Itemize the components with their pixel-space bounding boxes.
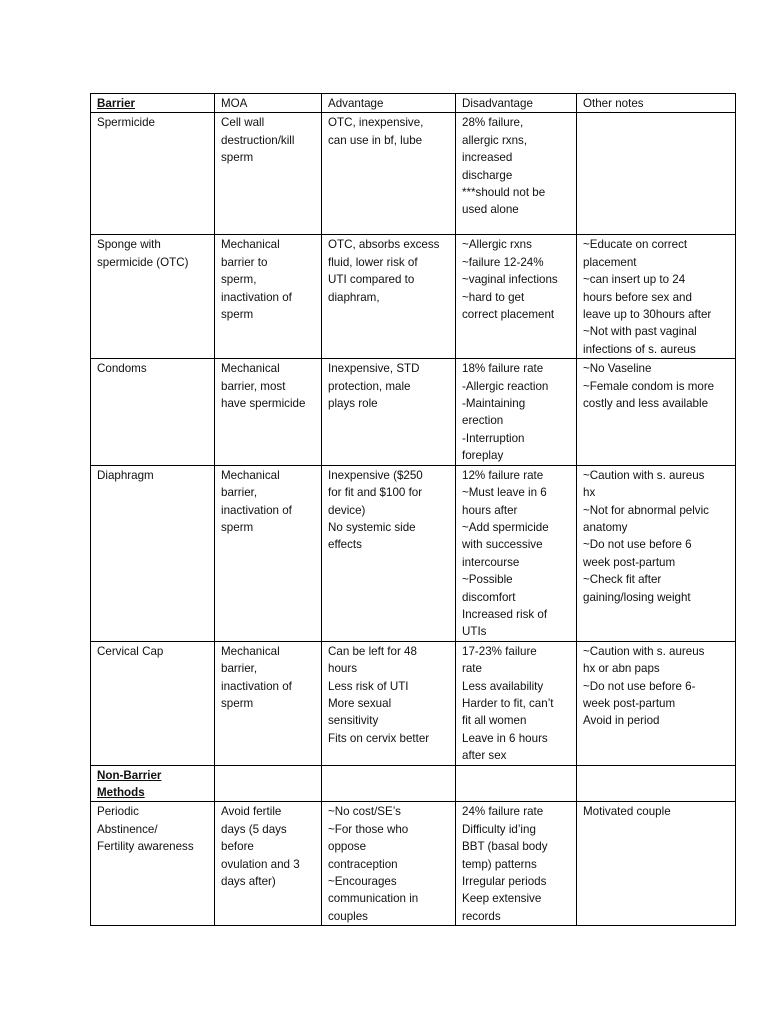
- cell-line: ~Add spermicide: [462, 520, 549, 534]
- cell-line: costly and less available: [583, 397, 709, 411]
- empty-cell: [215, 765, 322, 802]
- cell-line: Cervical Cap: [97, 644, 164, 658]
- cell-line: placement: [583, 255, 637, 269]
- cell-line: Keep extensive: [462, 892, 542, 906]
- cell-line: Abstinence/: [97, 822, 158, 836]
- cell-line: days after): [221, 875, 276, 889]
- cell-line: allergic rxns,: [462, 133, 528, 147]
- cell-line: ~No Vaseline: [583, 362, 652, 376]
- disadvantage-cell: [456, 802, 577, 926]
- cell-line: Spermicide: [97, 116, 155, 130]
- cell-line: ~Caution with s. aureus: [583, 644, 705, 658]
- cell-line: increased: [462, 151, 513, 165]
- cell-line: -Allergic reaction: [462, 379, 549, 393]
- table-row: [91, 235, 736, 359]
- header-barrier: Barrier: [91, 94, 215, 113]
- header-disadvantage: Disadvantage: [456, 94, 577, 113]
- cell-line: days (5 days: [221, 822, 287, 836]
- cell-line: Inexpensive ($250: [328, 468, 423, 482]
- cell-line: ~Encourages: [328, 875, 397, 889]
- cell-line: Cell wall: [221, 116, 265, 130]
- cell-line: week post-partum: [583, 555, 676, 569]
- cell-line: barrier to: [221, 255, 268, 269]
- cell-line: hx: [583, 486, 596, 500]
- notes-cell: [577, 113, 736, 235]
- cell-line: ~vaginal infections: [462, 273, 558, 287]
- cell-line: week post-partum: [583, 696, 676, 710]
- cell-line: hours: [328, 662, 358, 676]
- table-row: [91, 465, 736, 641]
- cell-line: ~Must leave in 6: [462, 486, 547, 500]
- cell-line: effects: [328, 538, 362, 552]
- cell-line: fit all women: [462, 714, 527, 728]
- cell-line: ~Do not use before 6: [583, 538, 692, 552]
- cell-line: ~Caution with s. aureus: [583, 468, 705, 482]
- advantage-cell: [322, 802, 456, 926]
- cell-line: have spermicide: [221, 397, 306, 411]
- advantage-cell: [322, 465, 456, 641]
- header-other-notes: Other notes: [577, 94, 736, 113]
- section-label: [91, 765, 215, 802]
- section-label-line: Non-Barrier: [97, 768, 162, 782]
- empty-cell: [577, 765, 736, 802]
- moa-cell: [215, 641, 322, 765]
- cell-line: Mechanical: [221, 468, 280, 482]
- cell-line: sperm: [221, 151, 254, 165]
- cell-line: device): [328, 503, 366, 517]
- cell-line: Leave in 6 hours: [462, 731, 548, 745]
- cell-line: temp) patterns: [462, 857, 537, 871]
- section-row: [91, 765, 736, 802]
- cell-line: barrier,: [221, 486, 258, 500]
- cell-line: Fertility awareness: [97, 840, 194, 854]
- cell-line: after sex: [462, 749, 507, 763]
- moa-cell: [215, 359, 322, 465]
- moa-cell: [215, 465, 322, 641]
- cell-line: Fits on cervix better: [328, 731, 430, 745]
- cell-line: No systemic side: [328, 520, 416, 534]
- cell-line: ~Possible: [462, 573, 513, 587]
- cell-line: for fit and $100 for: [328, 486, 423, 500]
- cell-line: Harder to fit, can’t: [462, 696, 554, 710]
- cell-line: used alone: [462, 203, 519, 217]
- cell-line: Increased risk of: [462, 607, 548, 621]
- method-cell: [91, 465, 215, 641]
- cell-line: ~Not for abnormal pelvic: [583, 503, 709, 517]
- cell-line: -Maintaining: [462, 397, 526, 411]
- notes-cell: [577, 802, 736, 926]
- cell-line: infections of s. aureus: [583, 342, 696, 356]
- cell-line: inactivation of: [221, 290, 292, 304]
- cell-line: Avoid fertile: [221, 805, 282, 819]
- cell-line: ~failure 12-24%: [462, 255, 544, 269]
- advantage-cell: [322, 235, 456, 359]
- cell-line: 12% failure rate: [462, 468, 544, 482]
- cell-line: sperm: [221, 696, 254, 710]
- empty-cell: [456, 765, 577, 802]
- cell-line: spermicide (OTC): [97, 255, 189, 269]
- disadvantage-cell: [456, 359, 577, 465]
- cell-line: ~Female condom is more: [583, 379, 715, 393]
- cell-line: 24% failure rate: [462, 805, 544, 819]
- header-advantage: Advantage: [322, 94, 456, 113]
- cell-line: barrier, most: [221, 379, 286, 393]
- notes-cell: [577, 641, 736, 765]
- cell-line: OTC, inexpensive,: [328, 116, 424, 130]
- notes-cell: [577, 359, 736, 465]
- cell-line: BBT (basal body: [462, 840, 548, 854]
- cell-line: sperm: [221, 520, 254, 534]
- cell-line: anatomy: [583, 520, 628, 534]
- cell-line: discharge: [462, 168, 513, 182]
- cell-line: ~Do not use before 6-: [583, 679, 696, 693]
- cell-line: ~Check fit after: [583, 573, 662, 587]
- cell-line: contraception: [328, 857, 398, 871]
- cell-line: communication in: [328, 892, 419, 906]
- method-cell: [91, 113, 215, 235]
- contraception-table: [90, 93, 736, 926]
- cell-line: barrier,: [221, 662, 258, 676]
- cell-line: inactivation of: [221, 679, 292, 693]
- cell-line: UTI compared to: [328, 273, 415, 287]
- cell-line: -Interruption: [462, 431, 525, 445]
- cell-line: ***should not be: [462, 186, 546, 200]
- notes-cell: [577, 465, 736, 641]
- cell-line: ~Educate on correct: [583, 238, 688, 252]
- cell-line: Avoid in period: [583, 714, 660, 728]
- table-row: [91, 641, 736, 765]
- cell-line: hours after: [462, 503, 518, 517]
- moa-cell: [215, 802, 322, 926]
- cell-line: couples: [328, 909, 368, 923]
- cell-line: with successive: [462, 538, 543, 552]
- cell-line: Condoms: [97, 362, 147, 376]
- cell-line: ~Allergic rxns: [462, 238, 532, 252]
- cell-line: can use in bf, lube: [328, 133, 423, 147]
- method-cell: [91, 235, 215, 359]
- cell-line: hx or abn paps: [583, 662, 660, 676]
- cell-line: sperm,: [221, 273, 257, 287]
- disadvantage-cell: [456, 641, 577, 765]
- cell-line: destruction/kill: [221, 133, 295, 147]
- cell-line: ~For those who: [328, 822, 409, 836]
- cell-line: Can be left for 48: [328, 644, 417, 658]
- table-row: [91, 113, 736, 235]
- cell-line: gaining/losing weight: [583, 590, 691, 604]
- table-row: [91, 802, 736, 926]
- notes-cell: [577, 235, 736, 359]
- cell-line: Motivated couple: [583, 805, 671, 819]
- cell-line: protection, male: [328, 379, 411, 393]
- cell-line: 17-23% failure: [462, 644, 537, 658]
- cell-line: Mechanical: [221, 362, 280, 376]
- advantage-cell: [322, 359, 456, 465]
- cell-line: Diaphragm: [97, 468, 154, 482]
- cell-line: Difficulty id’ing: [462, 822, 536, 836]
- cell-line: foreplay: [462, 449, 504, 463]
- cell-line: More sexual: [328, 696, 392, 710]
- cell-line: Mechanical: [221, 238, 280, 252]
- cell-line: Mechanical: [221, 644, 280, 658]
- header-row: [91, 94, 736, 113]
- cell-line: 18% failure rate: [462, 362, 544, 376]
- cell-line: UTIs: [462, 625, 487, 639]
- cell-line: before: [221, 840, 254, 854]
- table-row: [91, 359, 736, 465]
- moa-cell: [215, 235, 322, 359]
- cell-line: oppose: [328, 840, 367, 854]
- moa-cell: [215, 113, 322, 235]
- cell-line: correct placement: [462, 308, 555, 322]
- cell-line: ~No cost/SE’s: [328, 805, 401, 819]
- cell-line: hours before sex and: [583, 290, 692, 304]
- advantage-cell: [322, 641, 456, 765]
- cell-line: Sponge with: [97, 238, 161, 252]
- advantage-cell: [322, 113, 456, 235]
- cell-line: records: [462, 909, 501, 923]
- cell-line: Periodic: [97, 805, 139, 819]
- cell-line: erection: [462, 414, 504, 428]
- method-cell: [91, 641, 215, 765]
- cell-line: Less availability: [462, 679, 544, 693]
- cell-line: ~Not with past vaginal: [583, 325, 697, 339]
- cell-line: plays role: [328, 397, 378, 411]
- cell-line: inactivation of: [221, 503, 292, 517]
- disadvantage-cell: [456, 465, 577, 641]
- cell-line: Less risk of UTI: [328, 679, 409, 693]
- cell-line: ovulation and 3: [221, 857, 300, 871]
- cell-line: OTC, absorbs excess: [328, 238, 440, 252]
- cell-line: Inexpensive, STD: [328, 362, 420, 376]
- cell-line: fluid, lower risk of: [328, 255, 418, 269]
- cell-line: leave up to 30hours after: [583, 308, 712, 322]
- cell-line: sensitivity: [328, 714, 379, 728]
- cell-line: diaphram,: [328, 290, 380, 304]
- cell-line: rate: [462, 662, 482, 676]
- section-label-line: Methods: [97, 786, 145, 799]
- header-moa: MOA: [215, 94, 322, 113]
- cell-line: Irregular periods: [462, 875, 547, 889]
- disadvantage-cell: [456, 235, 577, 359]
- cell-line: intercourse: [462, 555, 520, 569]
- method-cell: [91, 802, 215, 926]
- cell-line: sperm: [221, 308, 254, 322]
- cell-line: ~can insert up to 24: [583, 273, 686, 287]
- cell-line: ~hard to get: [462, 290, 525, 304]
- disadvantage-cell: [456, 113, 577, 235]
- cell-line: discomfort: [462, 590, 516, 604]
- cell-line: 28% failure,: [462, 116, 524, 130]
- empty-cell: [322, 765, 456, 802]
- method-cell: [91, 359, 215, 465]
